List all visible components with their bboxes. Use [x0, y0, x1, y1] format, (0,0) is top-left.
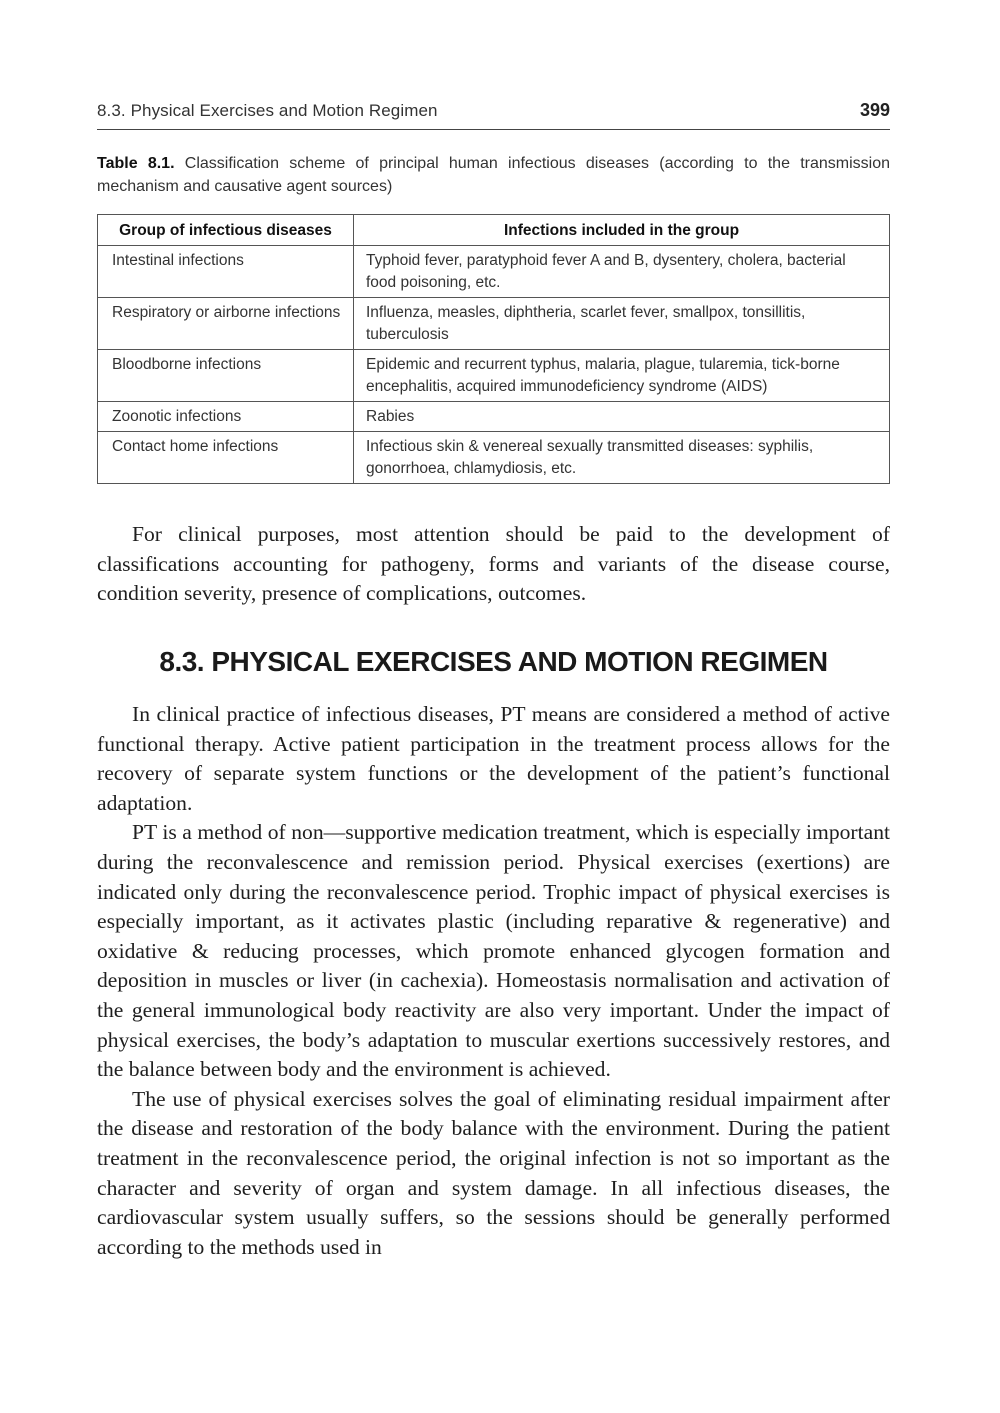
body-paragraph: PT is a method of non—supportive medication treatment, which is especially important during the reconvalescence and remission period. Physical exercises (exertions) are indicated only during the reconvalescence period. Trophic impact of physical exercises is especially important, as it activates plastic (including reparative & regenerative) and oxidative & reducing processes, which promote enhanced glycogen formation and deposition in muscles or liver (in cachexia). Homeostasis normalisation and activation of the general immunological body reactivity are also very important. Under the impact of physical exercises, the body’s adaptation to muscular exertions successively restores, and the balance between body and the environment is achieved. [97, 820, 890, 1082]
table-caption-label: Table 8.1. [97, 155, 175, 172]
intro-paragraph: For clinical purposes, most attention should be paid to the development of classifications accounting for pathogeny, forms and variants of the disease course, condition severity, presence of complications, outcomes. [97, 522, 890, 606]
page-number: 399 [859, 100, 890, 120]
cell-infections: Infectious skin & venereal sexually transmitted diseases: syphilis, gonorrhoea, chlamydiosis, etc. [354, 432, 890, 484]
cell-group: Contact home infections [98, 432, 354, 484]
cell-group: Bloodborne infections [98, 350, 354, 402]
section-body [97, 700, 890, 1262]
cell-group: Zoonotic infections [98, 402, 354, 432]
column-header-infections: Infections included in the group [354, 215, 890, 246]
table-row [98, 298, 890, 350]
cell-infections: Rabies [354, 402, 890, 432]
running-head [97, 99, 890, 130]
body-paragraph: In clinical practice of infectious diseases, PT means are considered a method of active functional therapy. Active patient participation in the treatment process allows for the recovery of separate system functions or the development of the patient’s functional adaptation. [97, 702, 890, 815]
table-row [98, 350, 890, 402]
table-row [98, 432, 890, 484]
running-title: 8.3. Physical Exercises and Motion Regimen [97, 101, 438, 120]
cell-infections: Influenza, measles, diphtheria, scarlet fever, smallpox, tonsillitis, tuberculosis [354, 298, 890, 350]
intro-text [97, 520, 890, 609]
cell-group: Respiratory or airborne infections [98, 298, 354, 350]
cell-infections: Epidemic and recurrent typhus, malaria, plague, tularemia, tick-borne encephalitis, acquired immunodeficiency syndrome (AIDS) [354, 350, 890, 402]
table-caption [97, 152, 890, 198]
table-row [98, 402, 890, 432]
table-header-row [98, 215, 890, 246]
table-caption-text: Classification scheme of principal human infectious diseases (according to the transmission mechanism and causative agent sources) [97, 155, 891, 195]
cell-group: Intestinal infections [98, 246, 354, 298]
column-header-group: Group of infectious diseases [98, 215, 354, 246]
classification-table [97, 214, 890, 484]
cell-infections: Typhoid fever, paratyphoid fever A and B, dysentery, cholera, bacterial food poisoning, etc. [354, 246, 890, 298]
body-paragraph: The use of physical exercises solves the goal of eliminating residual impairment after the disease and restoration of the body balance with the environment. During the patient treatment in the reconvalescence period, the original infection is not so important as the character and severity of organ and system damage. In all infectious diseases, the cardiovascular system usually suffers, so the sessions should be generally performed according to the methods used in [97, 1086, 890, 1259]
table-row [98, 246, 890, 298]
section-heading: 8.3. PHYSICAL EXERCISES AND MOTION REGIMEN [159, 646, 828, 677]
